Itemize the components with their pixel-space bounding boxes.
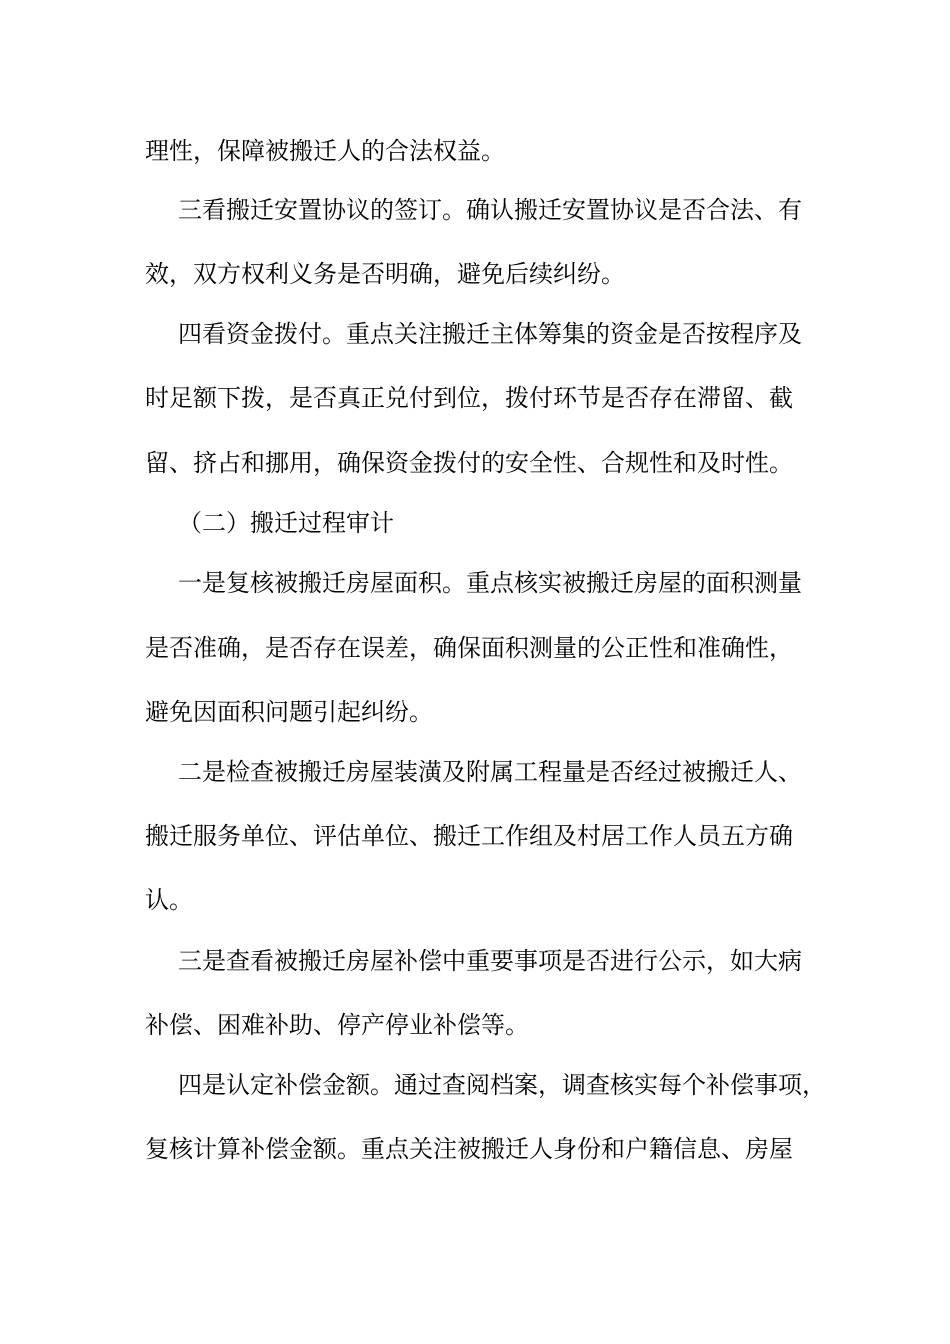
text-line: 时足额下拨，是否真正兑付到位，拨付环节是否存在滞留、截	[145, 384, 793, 412]
text-line: 补偿、困难补助、停产停业补偿等。	[145, 1011, 529, 1039]
text-line: 效，双方权利义务是否明确，避免后续纠纷。	[145, 260, 625, 288]
paragraph-first-line: 四看资金拨付。重点关注搬迁主体筹集的资金是否按程序及	[178, 320, 802, 348]
paragraph-first-line: 一是复核被搬迁房屋面积。重点核实被搬迁房屋的面积测量	[178, 569, 802, 597]
paragraph-first-line: 二是检查被搬迁房屋装潢及附属工程量是否经过被搬迁人、	[178, 758, 802, 786]
text-line: 认。	[145, 886, 193, 914]
text-line: 理性，保障被搬迁人的合法权益。	[145, 137, 505, 165]
paragraph-first-line: 四是认定补偿金额。通过查阅档案，调查核实每个补偿事项，	[178, 1071, 826, 1099]
text-line: 复核计算补偿金额。重点关注被搬迁人身份和户籍信息、房屋	[145, 1135, 793, 1163]
paragraph-first-line: 三是查看被搬迁房屋补偿中重要事项是否进行公示，如大病	[178, 947, 802, 975]
section-heading: （二）搬迁过程审计	[178, 509, 394, 537]
text-line: 避免因面积问题引起纠纷。	[145, 698, 433, 726]
text-line: 搬迁服务单位、评估单位、搬迁工作组及村居工作人员五方确	[145, 822, 793, 850]
text-line: 是否准确，是否存在误差，确保面积测量的公正性和准确性，	[145, 634, 793, 662]
text-line: 留、挤占和挪用，确保资金拨付的安全性、合规性和及时性。	[145, 449, 793, 477]
paragraph-first-line: 三看搬迁安置协议的签订。确认搬迁安置协议是否合法、有	[178, 196, 802, 224]
